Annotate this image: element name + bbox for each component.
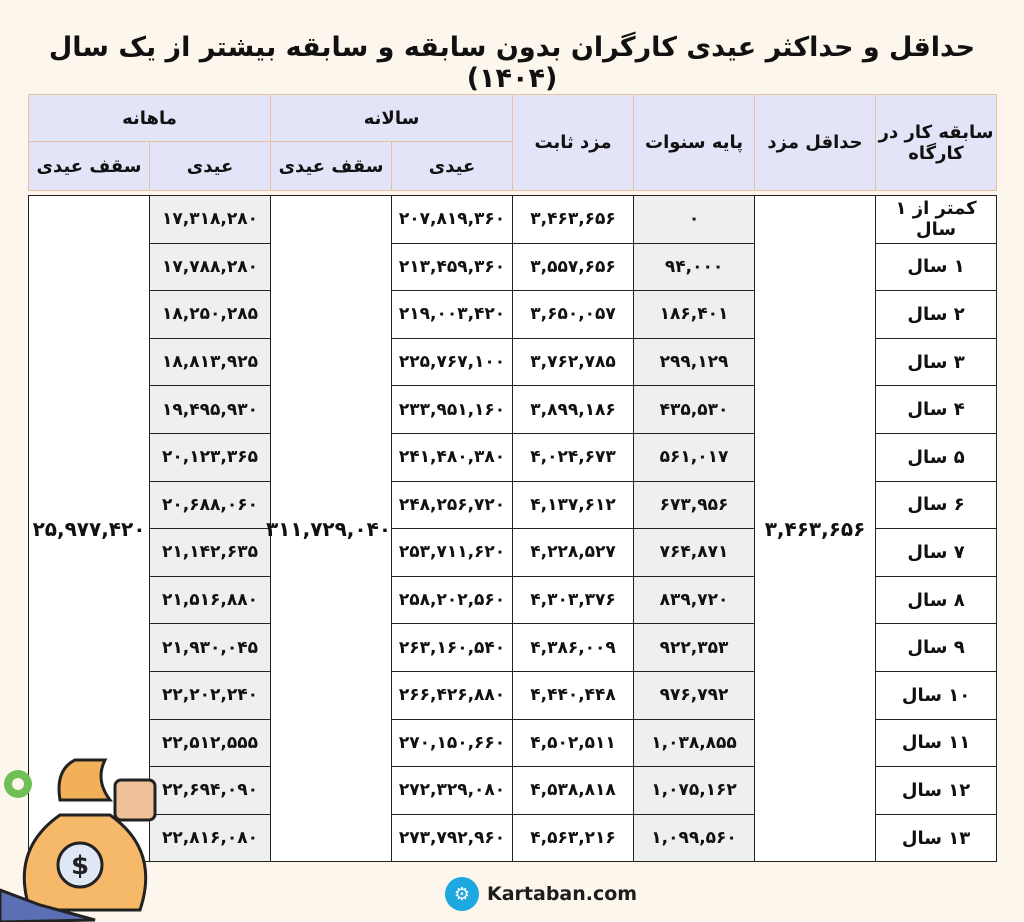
money-bag-hand-icon (0, 740, 170, 922)
header-min-wage: حداقل مزد (755, 95, 876, 191)
cell-seniority-base: ۶۷۳,۹۵۶ (634, 481, 755, 529)
cell-seniority-base: ۱۸۶,۴۰۱ (634, 291, 755, 339)
cell-seniority-base: ۷۶۴,۸۷۱ (634, 529, 755, 577)
cell-annual-cap: ۳۱۱,۷۲۹,۰۴۰ (271, 196, 392, 862)
cell-fixed-wage: ۴,۱۳۷,۶۱۲ (513, 481, 634, 529)
page-title: حداقل و حداکثر عیدی کارگران بدون سابقه و سابقه بیشتر از یک سال (۱۴۰۴) (48, 32, 976, 94)
cell-seniority-base: ۰ (634, 196, 755, 244)
cell-fixed-wage: ۴,۳۸۶,۰۰۹ (513, 624, 634, 672)
svg-text:$: $ (70, 851, 90, 881)
cell-fixed-wage: ۴,۰۲۴,۶۷۳ (513, 433, 634, 481)
eidi-table (28, 94, 997, 862)
cell-seniority-base: ۱,۰۷۵,۱۶۲ (634, 767, 755, 815)
cell-seniority-base: ۴۳۵,۵۳۰ (634, 386, 755, 434)
cell-monthly-eidi: ۲۱,۹۳۰,۰۴۵ (150, 624, 271, 672)
cell-monthly-eidi: ۲۲,۶۹۴,۰۹۰ (150, 767, 271, 815)
cell-experience: ۱۰ سال (876, 671, 997, 719)
cell-experience: ۹ سال (876, 624, 997, 672)
cell-experience: ۱۳ سال (876, 814, 997, 862)
cell-fixed-wage: ۴,۲۲۸,۵۲۷ (513, 529, 634, 577)
cell-annual-eidi: ۲۱۳,۴۵۹,۳۶۰ (392, 243, 513, 291)
cell-annual-eidi: ۲۲۵,۷۶۷,۱۰۰ (392, 338, 513, 386)
header-monthly: ماهانه (29, 95, 271, 142)
cell-fixed-wage: ۴,۵۳۸,۸۱۸ (513, 767, 634, 815)
cell-seniority-base: ۹۴,۰۰۰ (634, 243, 755, 291)
table-row (29, 196, 997, 244)
cell-experience: ۳ سال (876, 338, 997, 386)
cell-monthly-eidi: ۱۹,۴۹۵,۹۳۰ (150, 386, 271, 434)
cell-annual-eidi: ۲۷۳,۷۹۲,۹۶۰ (392, 814, 513, 862)
footer-site[interactable]: Kartaban.com (487, 883, 638, 905)
cell-seniority-base: ۱,۰۹۹,۵۶۰ (634, 814, 755, 862)
cell-annual-eidi: ۲۵۳,۷۱۱,۶۲۰ (392, 529, 513, 577)
cell-experience: ۴ سال (876, 386, 997, 434)
cell-seniority-base: ۱,۰۳۸,۸۵۵ (634, 719, 755, 767)
cell-fixed-wage: ۳,۶۵۰,۰۵۷ (513, 291, 634, 339)
cell-fixed-wage: ۴,۴۴۰,۴۴۸ (513, 671, 634, 719)
cell-seniority-base: ۹۷۶,۷۹۲ (634, 671, 755, 719)
cell-seniority-base: ۹۲۲,۳۵۳ (634, 624, 755, 672)
cell-seniority-base: ۲۹۹,۱۲۹ (634, 338, 755, 386)
header-annual-eidi: عیدی (392, 142, 513, 191)
cell-fixed-wage: ۳,۴۶۳,۶۵۶ (513, 196, 634, 244)
cell-monthly-eidi: ۲۱,۵۱۶,۸۸۰ (150, 576, 271, 624)
cell-experience: کمتر از ۱ سال (876, 196, 997, 244)
cell-fixed-wage: ۴,۳۰۳,۳۷۶ (513, 576, 634, 624)
cell-monthly-cap: ۲۵,۹۷۷,۴۲۰ (29, 196, 150, 862)
header-annual: سالانه (271, 95, 513, 142)
header-fixed-wage: مزد ثابت (513, 95, 634, 191)
cell-monthly-eidi: ۲۲,۲۰۲,۲۴۰ (150, 671, 271, 719)
header-monthly-cap: سقف عیدی (29, 142, 150, 191)
cell-experience: ۶ سال (876, 481, 997, 529)
header-experience: سابقه کار در کارگاه (876, 95, 997, 191)
cell-experience: ۲ سال (876, 291, 997, 339)
header-monthly-eidi: عیدی (150, 142, 271, 191)
cell-experience: ۸ سال (876, 576, 997, 624)
cell-fixed-wage: ۳,۷۶۲,۷۸۵ (513, 338, 634, 386)
cell-fixed-wage: ۴,۵۶۳,۲۱۶ (513, 814, 634, 862)
cell-monthly-eidi: ۲۲,۸۱۶,۰۸۰ (150, 814, 271, 862)
cell-fixed-wage: ۴,۵۰۲,۵۱۱ (513, 719, 634, 767)
cell-experience: ۵ سال (876, 433, 997, 481)
cell-annual-eidi: ۲۶۳,۱۶۰,۵۴۰ (392, 624, 513, 672)
cell-experience: ۱۲ سال (876, 767, 997, 815)
cell-annual-eidi: ۲۴۱,۴۸۰,۳۸۰ (392, 433, 513, 481)
cell-monthly-eidi: ۱۷,۳۱۸,۲۸۰ (150, 196, 271, 244)
cell-min-wage: ۳,۴۶۳,۶۵۶ (755, 196, 876, 862)
cell-seniority-base: ۸۳۹,۷۲۰ (634, 576, 755, 624)
cell-experience: ۱۱ سال (876, 719, 997, 767)
cell-annual-eidi: ۲۳۳,۹۵۱,۱۶۰ (392, 386, 513, 434)
cell-monthly-eidi: ۲۱,۱۴۲,۶۳۵ (150, 529, 271, 577)
footer (445, 876, 637, 912)
cell-annual-eidi: ۲۷۰,۱۵۰,۶۶۰ (392, 719, 513, 767)
helmet-gear-icon: ⚙ (445, 877, 479, 911)
cell-annual-eidi: ۲۵۸,۲۰۲,۵۶۰ (392, 576, 513, 624)
cell-monthly-eidi: ۲۰,۱۲۳,۳۶۵ (150, 433, 271, 481)
cell-fixed-wage: ۳,۵۵۷,۶۵۶ (513, 243, 634, 291)
cell-monthly-eidi: ۱۸,۸۱۳,۹۲۵ (150, 338, 271, 386)
cell-annual-eidi: ۲۴۸,۲۵۶,۷۲۰ (392, 481, 513, 529)
cell-monthly-eidi: ۱۸,۲۵۰,۲۸۵ (150, 291, 271, 339)
cell-monthly-eidi: ۲۲,۵۱۲,۵۵۵ (150, 719, 271, 767)
cell-monthly-eidi: ۲۰,۶۸۸,۰۶۰ (150, 481, 271, 529)
cell-annual-eidi: ۲۰۷,۸۱۹,۳۶۰ (392, 196, 513, 244)
cell-monthly-eidi: ۱۷,۷۸۸,۲۸۰ (150, 243, 271, 291)
cell-experience: ۱ سال (876, 243, 997, 291)
header-seniority-base: پایه سنوات (634, 95, 755, 191)
cell-annual-eidi: ۲۱۹,۰۰۳,۴۲۰ (392, 291, 513, 339)
cell-seniority-base: ۵۶۱,۰۱۷ (634, 433, 755, 481)
header-annual-cap: سقف عیدی (271, 142, 392, 191)
table-body (29, 196, 997, 862)
cell-annual-eidi: ۲۶۶,۴۲۶,۸۸۰ (392, 671, 513, 719)
cell-experience: ۷ سال (876, 529, 997, 577)
cell-fixed-wage: ۳,۸۹۹,۱۸۶ (513, 386, 634, 434)
cell-annual-eidi: ۲۷۲,۳۲۹,۰۸۰ (392, 767, 513, 815)
